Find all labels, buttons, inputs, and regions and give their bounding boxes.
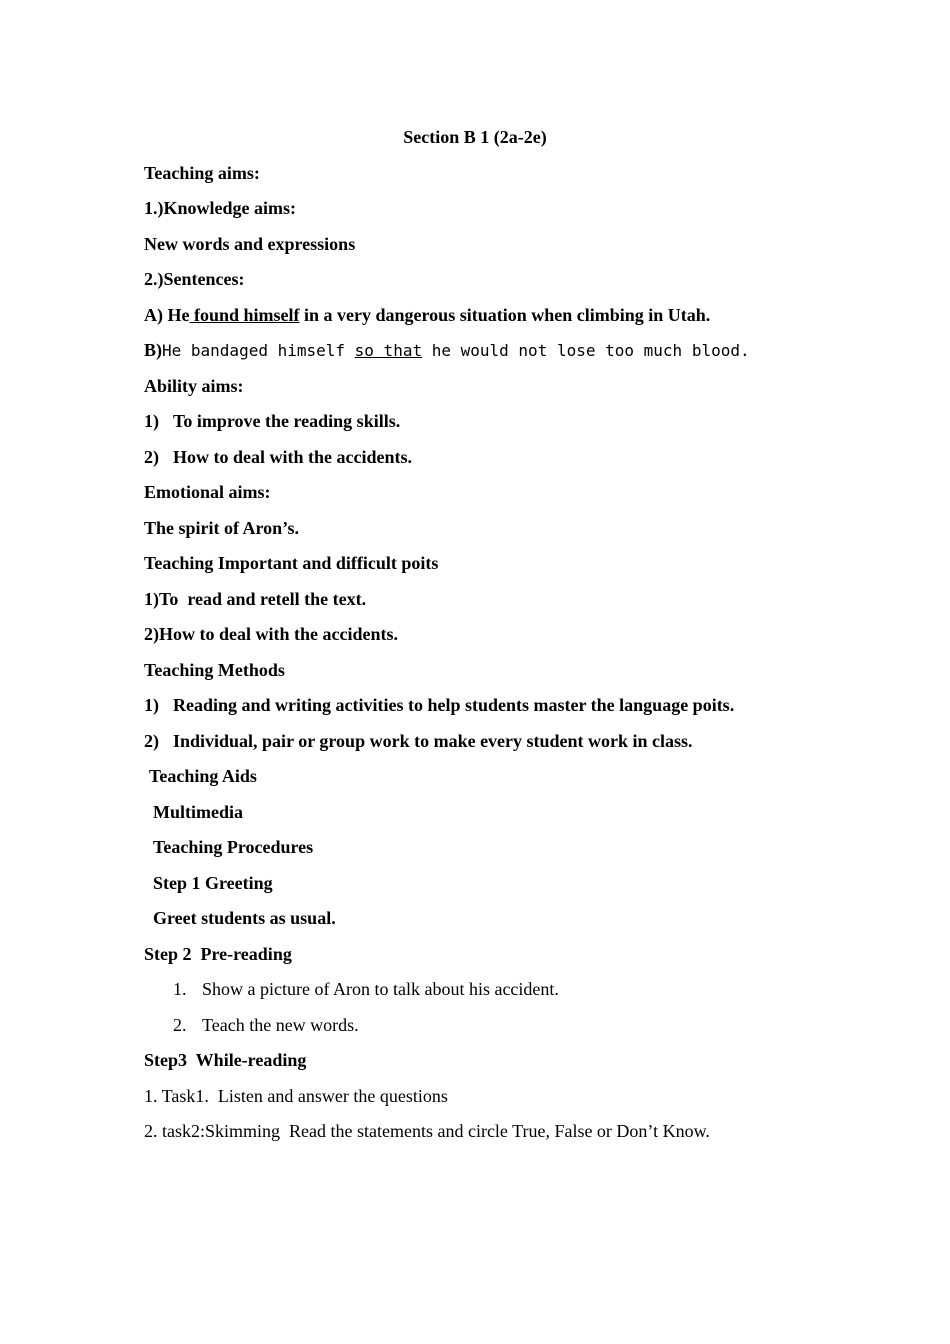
procedures-heading: Teaching Procedures <box>153 837 314 857</box>
pre-item-1-text: Show a picture of Aron to talk about his accident. <box>202 979 559 999</box>
ability-item-1-number: 1) <box>144 411 159 431</box>
task1-line: 1. Task1. Listen and answer the questions <box>144 1086 448 1106</box>
method-item-1-text: Reading and writing activities to help students master the language poits. <box>173 695 735 715</box>
ability-aims-heading: Ability aims: <box>144 376 244 396</box>
methods-heading: Teaching Methods <box>144 660 285 680</box>
greet-line: Greet students as usual. <box>153 908 336 928</box>
sentence-b-text1: He bandaged himself <box>162 341 355 360</box>
pre-item-1 <box>173 978 559 1000</box>
ability-item-1 <box>144 410 400 432</box>
section-title: Section B 1 (2a-2e) <box>403 127 547 147</box>
teaching-aims-heading: Teaching aims: <box>144 163 260 183</box>
step1-heading: Step 1 Greeting <box>153 873 273 893</box>
emotional-aims-heading: Emotional aims: <box>144 482 271 502</box>
sentence-a-underlined: found himself <box>189 305 300 325</box>
pre-item-1-number: 1. <box>173 979 187 999</box>
pre-item-2-number: 2. <box>173 1015 187 1035</box>
sentence-b <box>144 339 750 362</box>
knowledge-aims-heading: 1.)Knowledge aims: <box>144 198 296 218</box>
method-item-2 <box>144 730 693 752</box>
task2-line: 2. task2:Skimming Read the statements and circle True, False or Don’t Know. <box>144 1121 710 1141</box>
sentences-heading: 2.)Sentences: <box>144 269 245 289</box>
sentence-b-underlined: so that <box>354 341 423 360</box>
spirit-line: The spirit of Aron’s. <box>144 518 300 538</box>
aids-heading: Teaching Aids <box>149 766 257 786</box>
point-1: 1)To read and retell the text. <box>144 589 367 609</box>
method-item-2-number: 2) <box>144 731 159 751</box>
step3-heading: Step3 While-reading <box>144 1050 307 1070</box>
step2-heading: Step 2 Pre-reading <box>144 944 292 964</box>
ability-item-2-text: How to deal with the accidents. <box>173 447 412 467</box>
pre-item-2-text: Teach the new words. <box>202 1015 359 1035</box>
sentence-a <box>144 304 710 326</box>
multimedia-line: Multimedia <box>153 802 243 822</box>
sentence-a-rest: in a very dangerous situation when climbing in Utah. <box>299 305 711 325</box>
method-item-2-text: Individual, pair or group work to make every student work in class. <box>173 731 693 751</box>
sentence-b-prefix: B) <box>144 340 162 360</box>
method-item-1 <box>144 694 734 716</box>
pre-item-2 <box>173 1014 359 1036</box>
method-item-1-number: 1) <box>144 695 159 715</box>
ability-item-2 <box>144 446 412 468</box>
ability-item-2-number: 2) <box>144 447 159 467</box>
sentence-b-text2: he would not lose too much blood. <box>422 341 750 360</box>
ability-item-1-text: To improve the reading skills. <box>173 411 401 431</box>
sentence-a-prefix: A) He <box>144 305 190 325</box>
new-words-line: New words and expressions <box>144 234 356 254</box>
important-points-heading: Teaching Important and difficult poits <box>144 553 439 573</box>
point-2: 2)How to deal with the accidents. <box>144 624 398 644</box>
